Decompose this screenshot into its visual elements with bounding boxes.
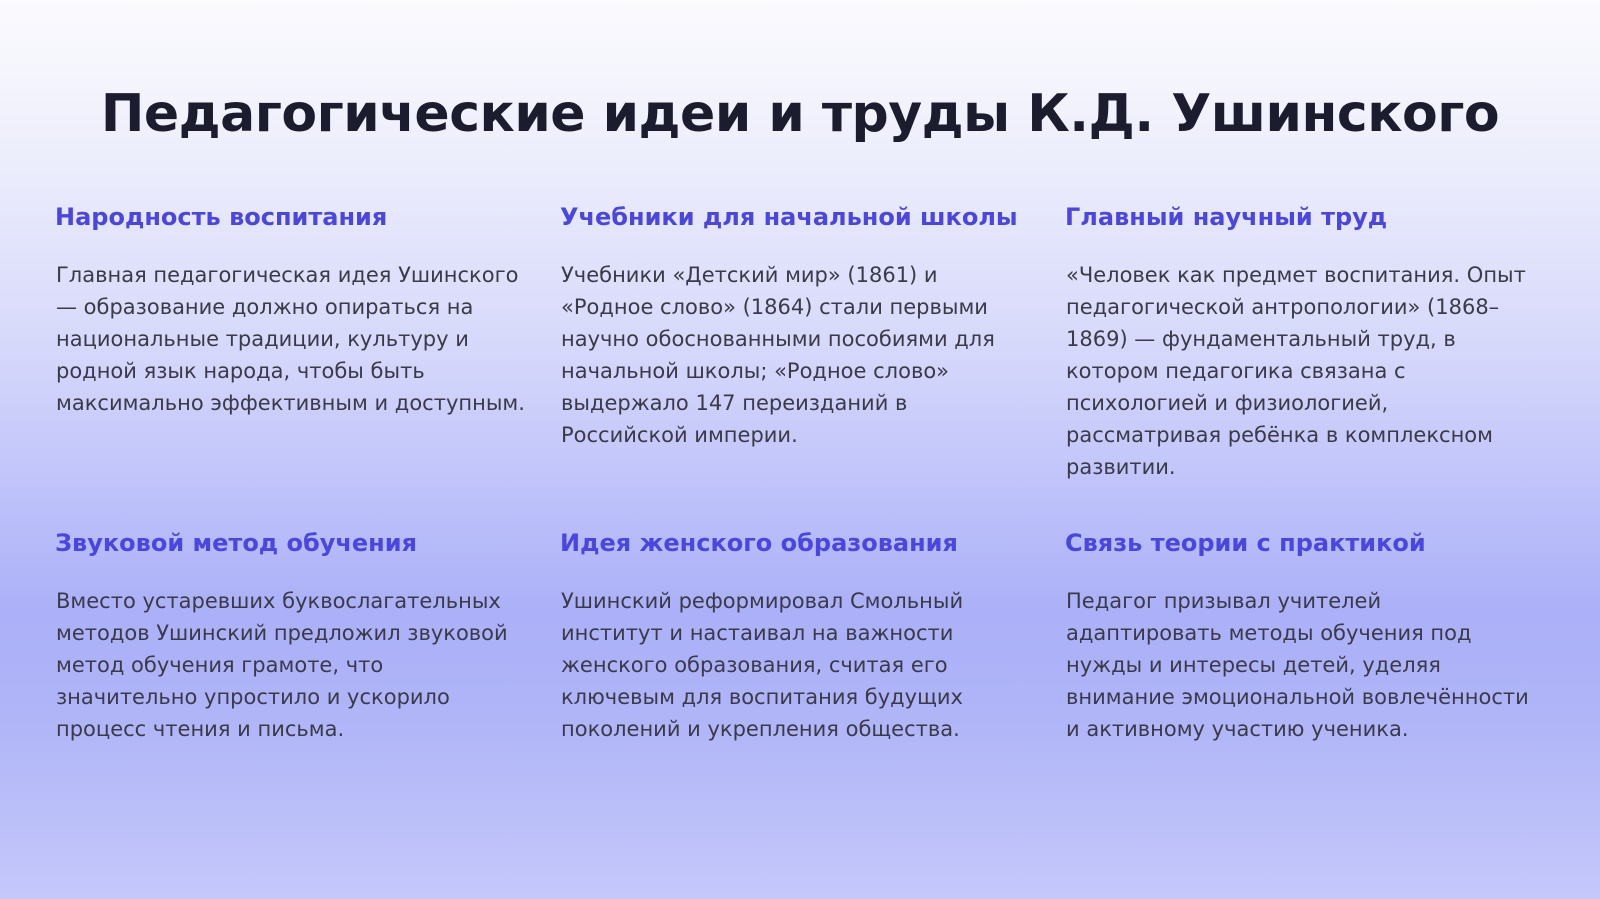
card-text: «Человек как предмет воспитания. Опыт педагогической антропологии» (1868–1869) — фундаментальный труд, в котором педагогика связана с психологией и физиологией, рассматривая ребёнка в комплексном развитии.	[1066, 263, 1526, 479]
card-heading: Народность воспитания	[55, 203, 388, 231]
card-heading: Учебники для начальной школы	[560, 203, 1018, 231]
card-heading: Связь теории с практикой	[1065, 529, 1426, 557]
card-heading: Главный научный труд	[1065, 203, 1388, 231]
card-text: Педагог призывал учителей адаптировать методы обучения под нужды и интересы детей, уделяя внимание эмоциональной вовлечённости и активному участию ученика.	[1066, 589, 1529, 741]
card-heading: Идея женского образования	[560, 529, 958, 557]
card-text: Учебники «Детский мир» (1861) и «Родное слово» (1864) стали первыми научно обоснованными пособиями для начальной школы; «Родное слово» выдержало 147 переизданий в Российской империи.	[561, 263, 995, 447]
card-textbooks	[560, 201, 1030, 451]
card-heading: Звуковой метод обучения	[55, 529, 417, 557]
card-text: Вместо устаревших буквослагательных методов Ушинский предложил звуковой метод обучения грамоте, что значительно упростило и ускорило процесс чтения и письма.	[56, 589, 508, 741]
card-theory-practice	[1065, 527, 1535, 745]
card-text: Главная педагогическая идея Ушинского — образование должно опираться на национальные традиции, культуру и родной язык народа, чтобы быть максимально эффективным и доступным.	[56, 263, 525, 415]
card-text: Ушинский реформировал Смольный институт и настаивал на важности женского образования, считая его ключевым для воспитания будущих поколений и укрепления общества.	[561, 589, 964, 741]
card-sound-method	[55, 527, 525, 745]
slide-title: Педагогические идеи и труды К.Д. Ушинского	[100, 84, 1500, 144]
card-womens-education	[560, 527, 1030, 745]
card-folk-education	[55, 201, 525, 419]
card-main-work	[1065, 201, 1535, 483]
